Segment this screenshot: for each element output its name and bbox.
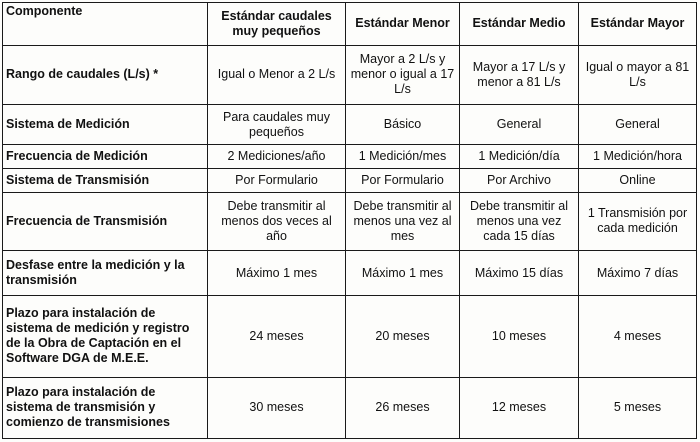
row-label-sistema-transmision: Sistema de Transmisión <box>3 169 208 192</box>
row-label-sistema-medicion: Sistema de Medición <box>3 105 208 145</box>
cell-value: Máximo 7 días <box>579 251 697 296</box>
cell-value: Mayor a 17 L/s y menor a 81 L/s <box>460 45 579 104</box>
row-label-desfase: Desfase entre la medición y la transmisión <box>3 251 208 296</box>
cell-value: Máximo 1 mes <box>208 251 346 296</box>
cell-value: 2 Mediciones/año <box>208 144 346 169</box>
cell-value: 26 meses <box>346 377 460 438</box>
cell-value: Debe transmitir al menos dos veces al año <box>208 192 346 250</box>
cell-value: Debe transmitir al menos una vez al mes <box>346 192 460 250</box>
row-label-plazo-medicion: Plazo para instalación de sistema de medición y registro de la Obra de Captación en el Software DGA de M.E.E. <box>3 296 208 378</box>
cell-value: Por Formulario <box>208 169 346 192</box>
table-row <box>3 45 697 104</box>
row-label-frecuencia-transmision: Frecuencia de Transmisión <box>3 192 208 250</box>
header-estandar-medio: Estándar Medio <box>460 3 579 46</box>
header-componente: Componente <box>3 3 208 46</box>
cell-value: Básico <box>346 105 460 145</box>
cell-value: Mayor a 2 L/s y menor o igual a 17 L/s <box>346 45 460 104</box>
cell-value: General <box>460 105 579 145</box>
table-row <box>3 192 697 250</box>
cell-value: Por Formulario <box>346 169 460 192</box>
table-row <box>3 251 697 296</box>
cell-value: Máximo 15 días <box>460 251 579 296</box>
table-row <box>3 144 697 169</box>
header-estandar-mayor: Estándar Mayor <box>579 3 697 46</box>
header-estandar-menor: Estándar Menor <box>346 3 460 46</box>
table-row <box>3 169 697 192</box>
cell-value: 20 meses <box>346 296 460 378</box>
cell-value: 4 meses <box>579 296 697 378</box>
cell-value: Por Archivo <box>460 169 579 192</box>
cell-value: Igual o Menor a 2 L/s <box>208 45 346 104</box>
table-row <box>3 296 697 378</box>
table-row <box>3 377 697 438</box>
cell-value: Para caudales muy pequeños <box>208 105 346 145</box>
cell-value: 1 Medición/día <box>460 144 579 169</box>
cell-value: 24 meses <box>208 296 346 378</box>
cell-value: Igual o mayor a 81 L/s <box>579 45 697 104</box>
cell-value: 1 Medición/mes <box>346 144 460 169</box>
header-estandar-muy-pequenos: Estándar caudales muy pequeños <box>208 3 346 46</box>
cell-value: 12 meses <box>460 377 579 438</box>
cell-value: 30 meses <box>208 377 346 438</box>
cell-value: Debe transmitir al menos una vez cada 15 días <box>460 192 579 250</box>
cell-value: 1 Medición/hora <box>579 144 697 169</box>
cell-value: Online <box>579 169 697 192</box>
row-label-frecuencia-medicion: Frecuencia de Medición <box>3 144 208 169</box>
cell-value: 5 meses <box>579 377 697 438</box>
cell-value: 1 Transmisión por cada medición <box>579 192 697 250</box>
cell-value: General <box>579 105 697 145</box>
header-row <box>3 3 697 46</box>
cell-value: 10 meses <box>460 296 579 378</box>
row-label-rango-caudales: Rango de caudales (L/s) * <box>3 45 208 104</box>
row-label-plazo-transmision: Plazo para instalación de sistema de transmisión y comienzo de transmisiones <box>3 377 208 438</box>
table-row <box>3 105 697 145</box>
standards-table <box>2 2 697 439</box>
cell-value: Máximo 1 mes <box>346 251 460 296</box>
